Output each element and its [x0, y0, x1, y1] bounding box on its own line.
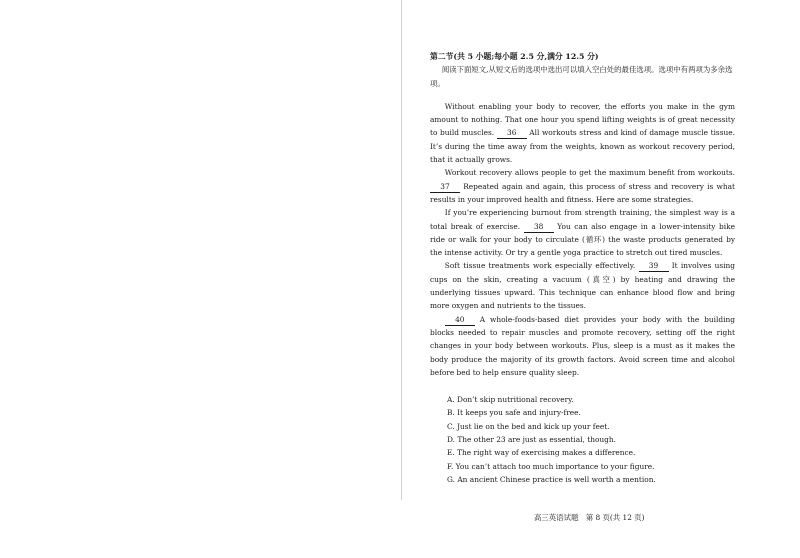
- section-instructions: 阅读下面短文,从短文后的选项中选出可以填入空白处的最佳选项。选项中有两项为多余选项。: [430, 65, 733, 88]
- passage-paragraph-2: [430, 166, 735, 206]
- option-f: F. You can’t attach too much importance to your figure.: [447, 461, 655, 471]
- answer-blank-36: 36: [497, 128, 527, 139]
- paragraph-text: You can also engage in a lower-intensity bike ride or walk for your body to circulate (循环) the waste products generated by the intense activity. Or try a gentle yoga practice to stretch out tired muscles.: [430, 221, 736, 258]
- option-e: E. The right way of exercising makes a difference.: [447, 448, 636, 458]
- paragraph-text: A whole-foods-based diet provides your body with the building blocks needed to repair muscles and promote recovery, setting off the right changes in your body between workouts. Plus, sleep is a must as it makes the body produce the majority of its growth factors. Avoid screen time and alcohol before bed to help ensure quality sleep.: [430, 314, 735, 377]
- passage-paragraph-4: [430, 259, 735, 312]
- passage-paragraph-1: [430, 100, 735, 166]
- answer-blank-39: 39: [639, 261, 669, 272]
- passage-paragraph-5: [430, 313, 735, 379]
- passage-paragraph-3: [430, 206, 735, 259]
- answer-options: [430, 393, 735, 486]
- option-b: B. It keeps you safe and injury-free.: [447, 408, 581, 418]
- answer-blank-40: 40: [445, 315, 475, 326]
- option-a: A. Don’t skip nutritional recovery.: [447, 395, 574, 405]
- paragraph-text: Workout recovery allows people to get the maximum benefit from workouts.: [444, 168, 735, 178]
- paragraph-text: Repeated again and again, this process of stress and recovery is what results in your improved health and fitness. Here are some strategies.: [430, 181, 735, 204]
- answer-blank-37: 37: [430, 182, 460, 193]
- exam-section: [430, 50, 735, 486]
- reading-passage: [430, 100, 735, 379]
- paragraph-text: Soft tissue treatments work especially effectively.: [444, 261, 639, 271]
- page-fold-line: [401, 0, 402, 500]
- paragraph-text: If you’re experiencing burnout from strength training, the simplest way is a total break of exercise.: [430, 208, 735, 231]
- option-c: C. Just lie on the bed and kick up your feet.: [447, 421, 610, 431]
- option-g: G. An ancient Chinese practice is well worth a mention.: [447, 474, 656, 484]
- option-d: D. The other 23 are just as essential, though.: [447, 435, 617, 445]
- paragraph-text: All workouts stress and kind of damage muscle tissue. It’s during the time away from the weights, known as workout recovery period, that it actually grows.: [430, 128, 735, 165]
- section-title: 第二节(共 5 小题;每小题 2.5 分,满分 12.5 分): [430, 52, 599, 61]
- answer-blank-38: 38: [524, 222, 554, 233]
- paragraph-text: Without enabling your body to recover, the efforts you make in the gym amount to nothing. That one hour you spend lifting weights is of great necessity to build muscles.: [430, 101, 735, 138]
- paragraph-text: It involves using cups on the skin, creating a vacuum (真空) by heating and drawing the underlying tissues upward. This technique can enhance blood flow and bring more oxygen and nutrients to the tissues.: [430, 261, 735, 311]
- page-footer: 高三英语试题 第 8 页(共 12 页): [534, 513, 645, 522]
